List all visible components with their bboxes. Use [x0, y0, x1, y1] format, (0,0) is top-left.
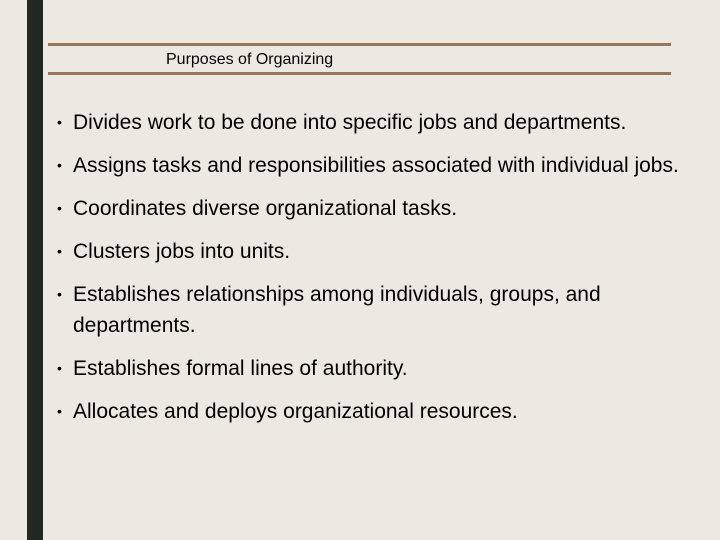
bullet-icon: •	[57, 200, 62, 216]
left-accent-bar	[27, 0, 43, 540]
bullet-icon: •	[57, 403, 62, 419]
bullet-item	[57, 236, 697, 267]
bullet-icon: •	[57, 243, 62, 259]
bullet-icon: •	[57, 157, 62, 173]
title-rule-bottom	[48, 72, 671, 75]
bullet-text: Assigns tasks and responsibilities associated with individual jobs.	[73, 154, 679, 177]
bullet-item	[57, 353, 697, 384]
bullet-text: Allocates and deploys organizational resources.	[73, 400, 518, 423]
bullet-item	[57, 279, 697, 341]
bullet-text: Establishes formal lines of authority.	[73, 357, 408, 380]
bullet-list	[57, 107, 697, 439]
bullet-text: Clusters jobs into units.	[73, 240, 291, 263]
bullet-item	[57, 150, 697, 181]
bullet-item	[57, 396, 697, 427]
slide-title: Purposes of Organizing	[166, 51, 334, 68]
bullet-text: Establishes relationships among individuals, groups, and departments.	[73, 283, 601, 337]
bullet-icon: •	[57, 114, 62, 130]
bullet-text: Coordinates diverse organizational tasks.	[73, 197, 458, 220]
bullet-icon: •	[57, 286, 62, 302]
bullet-item	[57, 107, 697, 138]
bullet-text: Divides work to be done into specific jobs and departments.	[73, 111, 627, 134]
bullet-icon: •	[57, 360, 62, 376]
bullet-item	[57, 193, 697, 224]
title-rule-top	[48, 43, 671, 46]
